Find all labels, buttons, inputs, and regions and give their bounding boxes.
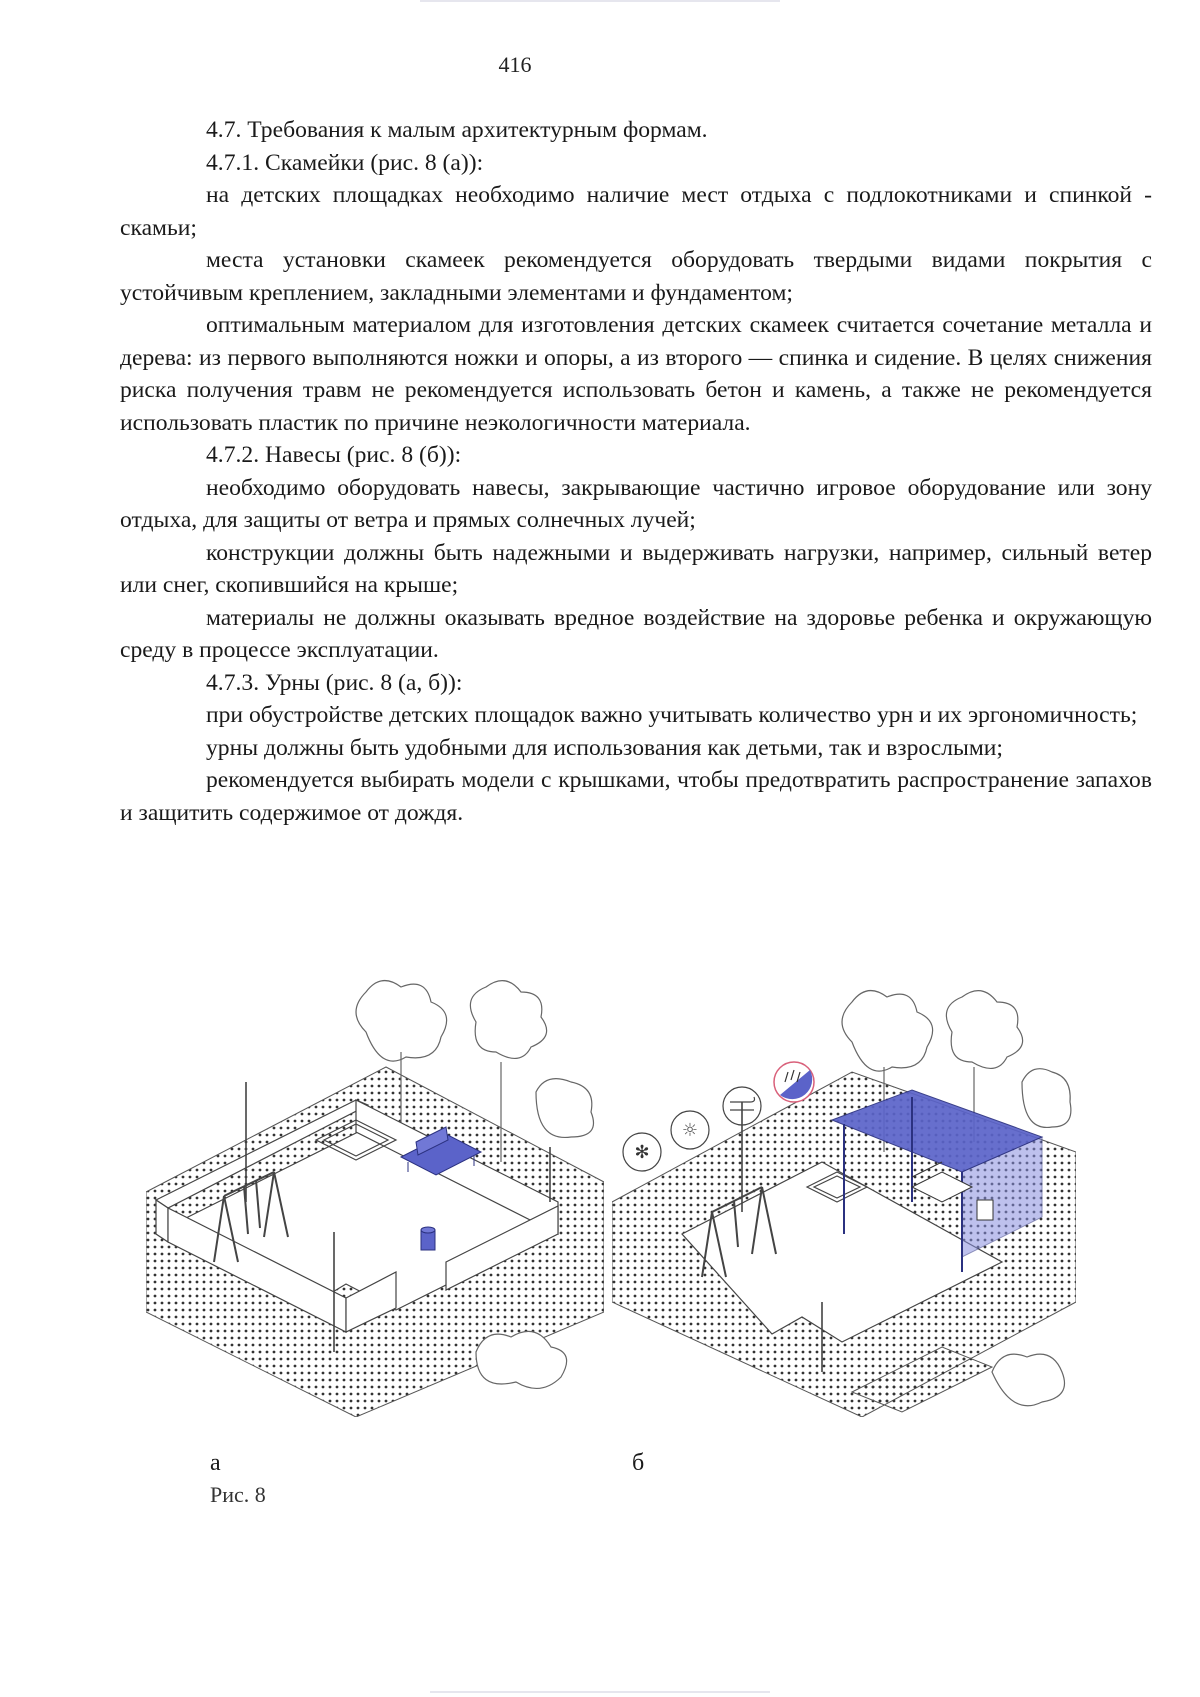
paragraph: на детских площадках необходимо наличие мест отдыха с подлокотниками и спинкой - скамьи; — [120, 182, 1152, 241]
rain-icon — [774, 1062, 814, 1102]
scan-artifact-bottom — [430, 1691, 770, 1693]
urn — [977, 1200, 993, 1220]
svg-text:✻: ✻ — [634, 1142, 650, 1163]
page-number: 416 — [498, 52, 532, 77]
paragraph: рекомендуется выбирать модели с крышками, чтобы предотвратить распространение запахов и защитить содержимое от дождя. — [120, 767, 1152, 826]
bush-icon — [992, 1354, 1065, 1406]
section-heading: 4.7.3. Урны (рис. 8 (а, б)): — [206, 669, 463, 696]
scan-artifact-top — [420, 0, 780, 2]
paragraph: необходимо оборудовать навесы, закрывающие частично игровое оборудование или зону отдыха, для защиты от ветра и прямых солнечных лучей; — [120, 474, 1152, 533]
sun-icon — [671, 1111, 709, 1149]
figure-b-playground-canopy — [612, 972, 1076, 1417]
figure-a-playground-bench — [146, 972, 604, 1417]
section-heading: 4.7. Требования к малым архитектурным формам. — [206, 117, 708, 143]
figure-label-a: а — [210, 1450, 221, 1476]
border-wall — [156, 1200, 168, 1242]
figure-label-b: б — [632, 1450, 645, 1476]
svg-text:☼: ☼ — [681, 1120, 699, 1141]
paragraph: урны должны быть удобными для использования как детьми, так и взрослыми; — [206, 734, 1003, 761]
paragraph: при обустройстве детских площадок важно учитывать количество урн и их эргономичность; — [206, 702, 1138, 728]
section-heading: 4.7.2. Навесы (рис. 8 (б)): — [206, 442, 462, 468]
urn-highlight — [421, 1227, 435, 1250]
paragraph: оптимальным материалом для изготовления детских скамеек считается сочетание металла и дерева: из первого выполняются ножки и опоры, а из второго — спинка и сидение. В целях снижения риска получения травм не рекомендуется использовать бетон и камень, а также не рекомендуется использовать пластик по причине неэкологичности материала. — [120, 312, 1152, 436]
paragraph: конструкции должны быть надежными и выдерживать нагрузки, например, сильный ветер или снег, скопившийся на крыше; — [120, 539, 1152, 598]
paragraph: места установки скамеек рекомендуется оборудовать твердыми видами покрытия с устойчивым креплением, закладными элементами и фундаментом; — [120, 247, 1152, 306]
figure-caption: Рис. 8 — [210, 1482, 266, 1507]
paragraph: материалы не должны оказывать вредное воздействие на здоровье ребенка и окружающую среду в процессе эксплуатации. — [120, 604, 1152, 663]
section-heading: 4.7.1. Скамейки (рис. 8 (а)): — [206, 149, 484, 176]
snowflake-icon — [623, 1133, 661, 1171]
figure-8 — [146, 972, 1076, 1417]
bush-icon — [476, 1331, 567, 1388]
body-text — [120, 114, 1152, 829]
